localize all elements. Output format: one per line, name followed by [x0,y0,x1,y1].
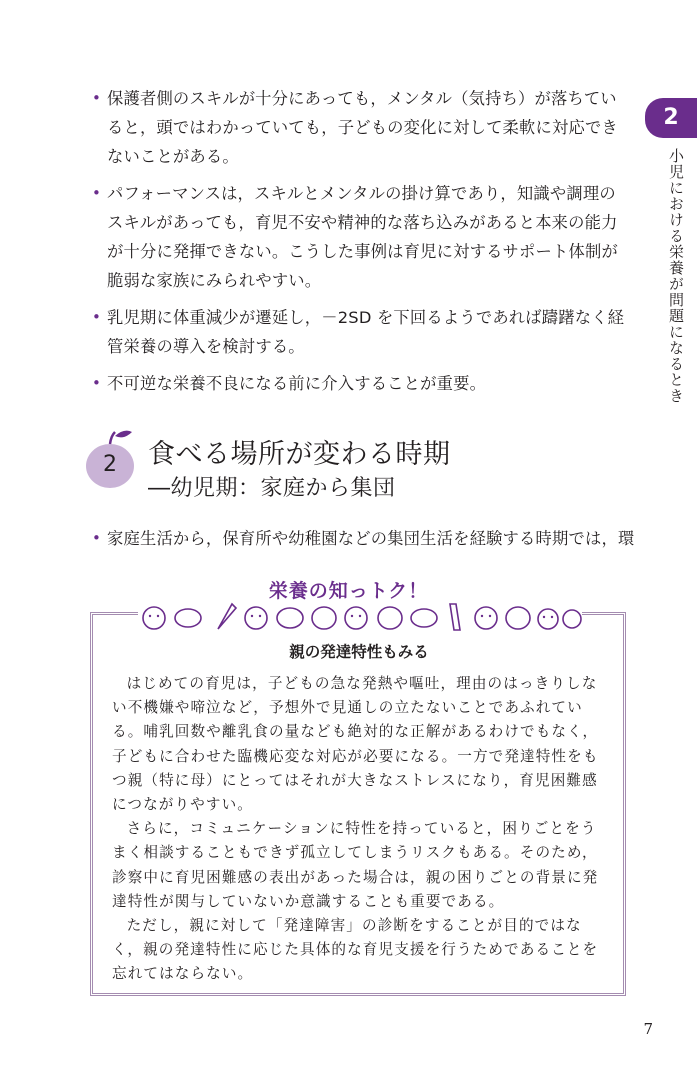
section-title: 食べる場所が変わる時期 [148,439,451,470]
bullet-dot-icon: • [92,374,102,392]
column-paragraph: はじめての育児は，子どもの急な発熱や嘔吐，理由のはっきりしない不機嫌や啼泣など，予想外で見通しの立たないことであふれている。哺乳回数や離乳食の量なども絶対的な正解があるわけでもなく，子どもに合わせた臨機応変な対応が必要になる。一方で発達特性をもつ親（特に母）にとってはそれが大きなストレスになり，育児困難感につながりやすい。 [112,675,599,814]
section-header [84,426,644,506]
bullet-dot-icon: • [92,529,102,547]
section-number: 2 [103,452,117,477]
bullet-item: • 保護者側のスキルが十分にあっても，メンタル（気持ち）が落ちていると，頭ではわかっていても，子どもの変化に対して柔軟に対応できないことがある。 [92,84,632,171]
column-paragraph: さらに，コミュニケーションに特性を持っていると，困りごとをうまく相談することもできず孤立してしまうリスクもある。そのため，診察中に育児困難感の表出があった場合は，親の困りごとの背景に発達特性が関与していないか意識することも重要である。 [112,820,599,910]
bullet-item: • 家庭生活から，保育所や幼稚園などの集団生活を経験する時期では，環 [92,524,647,553]
chapter-title-vertical: 小児における栄養が問題になるとき [667,148,685,404]
column-label: 栄養の知っトク！ [268,580,429,602]
bullet-dot-icon: • [92,308,102,326]
column-content [112,640,606,987]
bullet-item: • 乳児期に体重減少が遷延し，－2SD を下回るようであれば躊躇なく経管栄養の導入を検討する。 [92,303,632,361]
bullet-item: • 不可逆な栄養不良になる前に介入することが重要。 [92,369,632,398]
bullet-list [92,84,632,406]
bullet-dot-icon: • [92,89,102,107]
bullet-dot-icon: • [92,184,102,202]
page-number: 7 [643,1020,653,1038]
bullet-item: • パフォーマンスは，スキルとメンタルの掛け算であり，知識や調理のスキルがあっても，育児不安や精神的な落ち込みがあると本来の能力が十分に発揮できない。こうした事例は育児に対するサポート体制が脆弱な家族にみられやすい。 [92,179,632,295]
chapter-tab: 2 [645,98,697,138]
section-subtitle: ―幼児期：家庭から集団 [148,476,396,501]
column-paragraph: ただし，親に対して「発達障害」の診断をすることが目的ではなく，親の発達特性に応じた具体的な育児支援を行うためであることを忘れてはならない。 [112,917,599,983]
column-heading: 親の発達特性もみる [289,643,429,661]
